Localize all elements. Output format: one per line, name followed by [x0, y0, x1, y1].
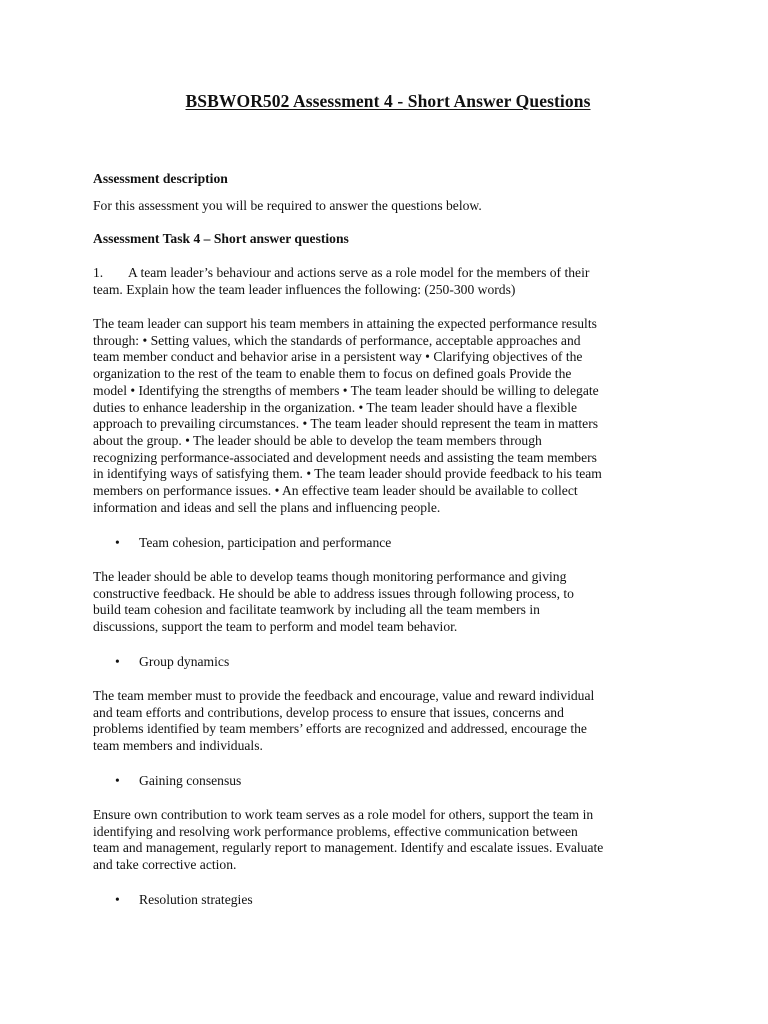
gaining-consensus-paragraph	[93, 807, 683, 874]
paragraph-line: through: • Setting values, which the standards of performance, acceptable approaches and	[93, 332, 581, 348]
question-line: A team leader’s behaviour and actions serve as a role model for the members of their	[128, 265, 590, 280]
paragraph-line: in identifying ways of satisfying them. • The team leader should provide feedback to his team	[93, 466, 602, 482]
bullet-label: Resolution strategies	[139, 892, 253, 907]
paragraph-line: organization to the rest of the team to enable them to focus on defined goals Provide the	[93, 366, 572, 382]
bullet-icon: •	[115, 892, 120, 907]
paragraph-line: The leader should be able to develop teams though monitoring performance and giving	[93, 569, 567, 584]
page-title: BSBWOR502 Assessment 4 - Short Answer Questions	[185, 91, 591, 111]
paragraph-line: problems identified by team members’ efforts are recognized and addressed, encourage the	[93, 721, 587, 737]
task-heading: Assessment Task 4 – Short answer questions	[93, 231, 349, 246]
bullet-icon: •	[115, 773, 120, 788]
paragraph-line: recognizing performance-associated and development needs and assisting the team members	[93, 449, 597, 465]
paragraph-line: and take corrective action.	[93, 857, 237, 873]
question-number: 1.	[93, 265, 104, 280]
paragraph-line: about the group. • The leader should be able to develop the team members through	[93, 432, 542, 448]
bullet-label: Gaining consensus	[139, 773, 242, 788]
assessment-description-text: For this assessment you will be required to answer the questions below.	[93, 198, 482, 213]
paragraph-line: information and ideas and sell the plans and influencing people.	[93, 499, 441, 515]
paragraph-line: build team cohesion and facilitate teamwork by including all the team members in	[93, 602, 540, 618]
paragraph-line: The team member must to provide the feedback and encourage, value and reward individual	[93, 688, 595, 703]
question-line: team. Explain how the team leader influences the following: (250-300 words)	[93, 281, 516, 297]
paragraph-line: duties to enhance leadership in the organization. • The team leader should have a flexible	[93, 399, 578, 415]
question-1	[93, 265, 683, 298]
paragraph-line: approach to prevailing circumstances. • The team leader should represent the team in matters	[93, 416, 599, 432]
bullet-item-team-cohesion	[115, 535, 675, 552]
assessment-description-heading: Assessment description	[93, 171, 228, 186]
paragraph-line: team members and individuals.	[93, 738, 263, 754]
paragraph-line: The team leader can support his team members in attaining the expected performance results	[93, 316, 597, 331]
group-dynamics-paragraph	[93, 688, 683, 755]
paragraph-line: discussions, support the team to perform and model team behavior.	[93, 619, 458, 635]
bullet-item-group-dynamics	[115, 654, 675, 671]
bullet-icon: •	[115, 654, 120, 669]
answer-intro-paragraph	[93, 316, 683, 516]
paragraph-line: team member conduct and behavior arise in a persistent way • Clarifying objectives of the	[93, 349, 583, 365]
team-cohesion-paragraph	[93, 569, 683, 636]
paragraph-line: Ensure own contribution to work team serves as a role model for others, support the team in	[93, 807, 594, 822]
bullet-item-gaining-consensus	[115, 773, 675, 790]
bullet-label: Team cohesion, participation and performance	[139, 535, 392, 550]
paragraph-line: model • Identifying the strengths of members • The team leader should be willing to delegate	[93, 382, 599, 398]
bullet-item-resolution-strategies	[115, 892, 675, 909]
paragraph-line: and team efforts and contributions, develop process to ensure that issues, concerns and	[93, 704, 564, 720]
bullet-icon: •	[115, 535, 120, 550]
bullet-label: Group dynamics	[139, 654, 230, 669]
paragraph-line: identifying and resolving work performance problems, effective communication between	[93, 823, 578, 839]
paragraph-line: members on performance issues. • An effective team leader should be available to collect	[93, 483, 578, 499]
paragraph-line: constructive feedback. He should be able to address issues through following process, to	[93, 585, 574, 601]
paragraph-line: team and management, regularly report to management. Identify and escalate issues. Evaluate	[93, 840, 604, 856]
